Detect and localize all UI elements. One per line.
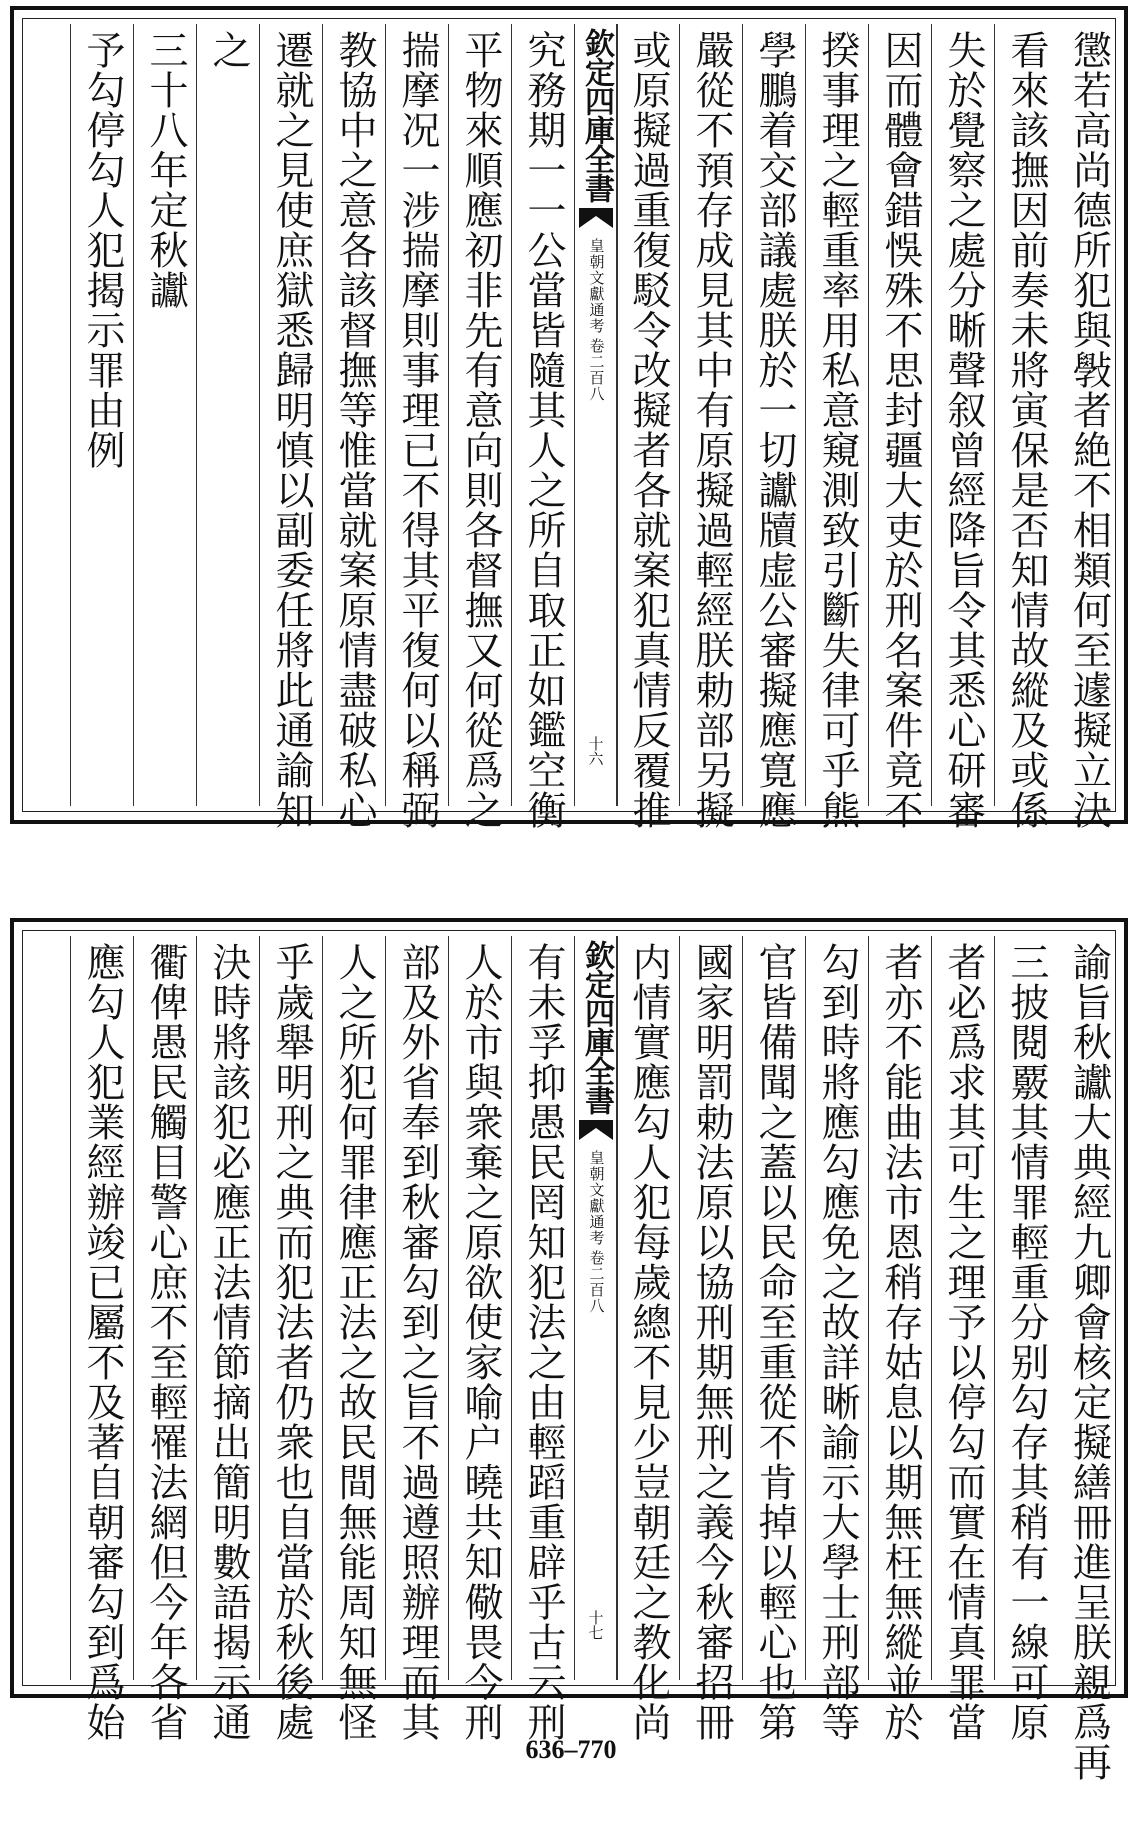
column-text: 遷就之見使庶獄悉歸明慎以副委任將此通諭知	[269, 30, 315, 830]
text-column	[385, 936, 448, 1742]
top-page	[10, 6, 1128, 830]
text-column	[994, 24, 1057, 830]
center-gutter	[574, 24, 618, 806]
text-column	[322, 24, 385, 830]
column-text: 有未孚抑愚民罔知犯法之由輕蹈重辟乎古云刑	[521, 942, 567, 1742]
text-column	[133, 936, 196, 1742]
fishtail-mark-icon	[579, 1120, 613, 1140]
column-text: 看來該撫因前奏未將寅保是否知情故縱及或係	[1004, 30, 1050, 830]
text-column	[448, 24, 511, 830]
column-text: 平物來順應初非先有意向則各督撫又何從爲之	[458, 30, 504, 830]
column-text: 嚴從不預存成見其中有原擬過輕經朕勅部另擬	[689, 30, 735, 830]
column-text: 人於市與衆棄之原欲使家喻户曉共知儆畏今刑	[458, 942, 504, 1742]
gutter-title: 欽定四庫全書	[579, 940, 614, 1114]
text-column	[448, 936, 511, 1742]
column-text: 内情實應勾人犯每歲總不見少豈朝廷之教化尚	[626, 942, 672, 1742]
gutter-volume: 卷二百八	[587, 1250, 606, 1314]
text-column	[385, 24, 448, 830]
column-text: 因而體會錯悞殊不思封疆大吏於刑名案件竟不	[878, 30, 924, 830]
column-text: 部及外省奉到秋審勾到之旨不過遵照辦理而其	[395, 942, 441, 1742]
text-column	[70, 936, 133, 1742]
text-column	[322, 936, 385, 1742]
text-column	[994, 936, 1057, 1742]
column-text: 予勾停勾人犯揭示罪由例	[80, 30, 126, 470]
gutter-page-number: 十七	[586, 1610, 605, 1640]
column-text: 衢俾愚民觸目警心庶不至輕罹法網但今年各省	[143, 942, 189, 1742]
gutter-book-title: 皇朝文獻通考	[587, 1150, 606, 1246]
column-text: 失於覺察之處分晰聲叙曾經降旨令其悉心研審	[941, 30, 987, 830]
column-text: 教協中之意各該督撫等惟當就案原情盡破私心	[332, 30, 378, 830]
column-text: 國家明罰勅法原以協刑期無刑之義今秋審招冊	[689, 942, 735, 1742]
column-text: 或原擬過重復駁令改擬者各就案犯真情反覆推	[626, 30, 672, 830]
text-column	[133, 24, 196, 806]
column-text: 究務期一一公當皆隨其人之所自取正如鑑空衡	[521, 30, 567, 830]
text-column	[259, 24, 322, 830]
column-text: 之	[206, 30, 252, 70]
text-column	[931, 24, 994, 830]
text-column	[511, 936, 574, 1742]
center-gutter	[574, 936, 618, 1680]
text-column	[868, 936, 931, 1742]
text-column	[742, 936, 805, 1742]
gutter-title: 欽定四庫全書	[579, 28, 614, 202]
text-column	[196, 936, 259, 1742]
column-text: 揆事理之輕重率用私意窺測致引斷失律可乎熊	[815, 30, 861, 830]
text-column	[805, 936, 868, 1742]
text-column	[1057, 24, 1120, 830]
column-text: 人之所犯何罪律應正法之故民間無能周知無怪	[332, 942, 378, 1742]
text-column	[805, 24, 868, 830]
text-column	[1057, 936, 1120, 1782]
text-column	[616, 936, 679, 1742]
text-column	[70, 24, 133, 806]
text-column	[511, 24, 574, 830]
text-column	[868, 24, 931, 830]
column-text: 揣摩况一涉揣摩則事理已不得其平復何以稱弼	[395, 30, 441, 830]
page-reference: 636–770	[525, 1735, 617, 1764]
text-column	[679, 936, 742, 1742]
gutter-book-title: 皇朝文獻通考	[587, 238, 606, 334]
text-column	[616, 24, 679, 830]
text-column	[196, 24, 259, 806]
column-text: 官皆備聞之蓋以民命至重從不肯掉以輕心也第	[752, 942, 798, 1742]
column-text: 諭旨秋讞大典經九卿會核定擬繕冊進呈朕親爲再	[1066, 942, 1112, 1782]
text-column	[259, 936, 322, 1742]
column-text: 三十八年定秋讞	[143, 30, 189, 310]
column-text: 者亦不能曲法市恩稍存姑息以期無枉無縱並於	[878, 942, 924, 1742]
gutter-page-number: 十六	[586, 736, 605, 766]
column-text: 勾到時將應勾應免之故詳晰諭示大學士刑部等	[815, 942, 861, 1742]
column-text: 乎歲舉明刑之典而犯法者仍衆也自當於秋後處	[269, 942, 315, 1742]
column-text: 者必爲求其可生之理予以停勾而實在情真罪當	[941, 942, 987, 1742]
gutter-volume: 卷二百八	[587, 338, 606, 402]
column-text: 三披閱覈其情罪輕重分别勾存其稍有一線可原	[1004, 942, 1050, 1742]
column-text: 懲若高尚德所犯與斅者絶不相類何至遽擬立決	[1066, 30, 1112, 830]
column-text: 學鵬着交部議處朕於一切讞牘虚公審擬應寛應	[752, 30, 798, 830]
text-column	[679, 24, 742, 830]
fishtail-mark-icon	[579, 208, 613, 228]
column-text: 決時將該犯必應正法情節摘出簡明數語揭示通	[206, 942, 252, 1742]
text-column	[931, 936, 994, 1742]
text-column	[742, 24, 805, 830]
column-text: 應勾人犯業經辦竣已屬不及著自朝審勾到爲始	[80, 942, 126, 1742]
